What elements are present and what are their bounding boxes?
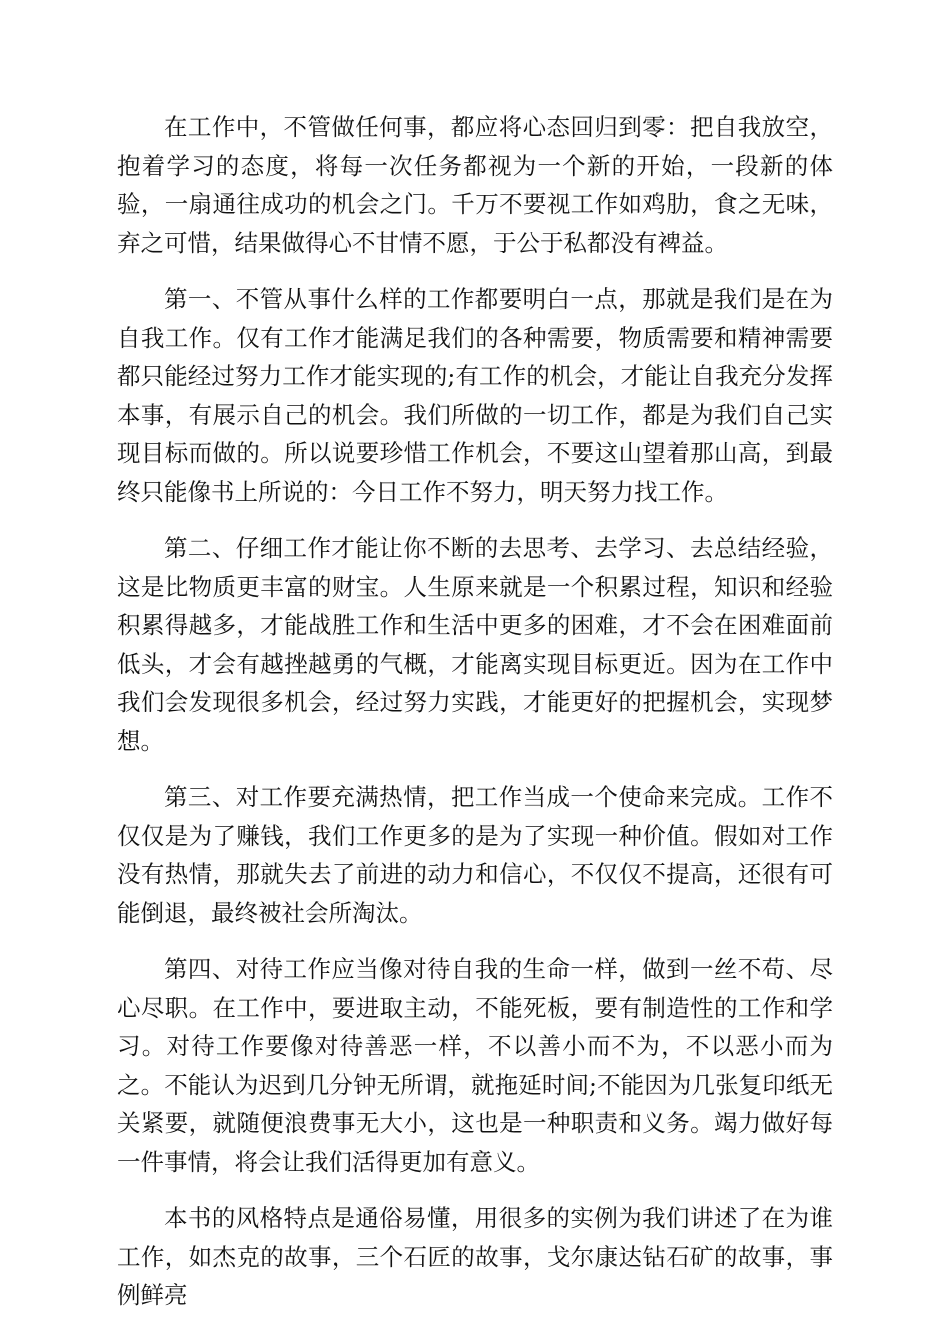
document-body — [117, 108, 833, 1333]
paragraph-fourth-point: 第四、对待工作应当像对待自我的生命一样，做到一丝不苟、尽心尽职。在工作中，要进取主动，不能死板，要有制造性的工作和学习。对待工作要像对待善恶一样，不以善小而不为，不以恶小而为之。不能认为迟到几分钟无所谓，就拖延时间;不能因为几张复印纸无关紧要，就随便浪费事无大小，这也是一种职责和义务。竭力做好每一件事情，将会让我们活得更加有意义。 — [117, 955, 833, 1176]
paragraph-first-point: 第一、不管从事什么样的工作都要明白一点，那就是我们是在为自我工作。仅有工作才能满足我们的各种需要，物质需要和精神需要都只能经过努力工作才能实现的;有工作的机会，才能让自我充分发挥本事，有展示自己的机会。我们所做的一切工作，都是为我们自己实现目标而做的。所以说要珍惜工作机会，不要这山望着那山高，到最终只能像书上所说的：今日工作不努力，明天努力找工作。 — [117, 285, 833, 506]
paragraph-third-point: 第三、对工作要充满热情，把工作当成一个使命来完成。工作不仅仅是为了赚钱，我们工作更多的是为了实现一种价值。假如对工作没有热情，那就失去了前进的动力和信心，不仅仅不提高，还很有可能倒退，最终被社会所淘汰。 — [117, 783, 833, 927]
paragraph-book-style: 本书的风格特点是通俗易懂，用很多的实例为我们讲述了在为谁工作，如杰克的故事，三个石匠的故事，戈尔康达钻石矿的故事，事例鲜亮 — [117, 1204, 833, 1309]
paragraph-second-point: 第二、仔细工作才能让你不断的去思考、去学习、去总结经验，这是比物质更丰富的财宝。人生原来就是一个积累过程，知识和经验积累得越多，才能战胜工作和生活中更多的困难，才不会在困难面前低头，才会有越挫越勇的气概，才能离实现目标更近。因为在工作中我们会发现很多机会，经过努力实践，才能更好的把握机会，实现梦想。 — [117, 534, 833, 755]
paragraph-intro: 在工作中，不管做任何事，都应将心态回归到零：把自我放空，抱着学习的态度，将每一次任务都视为一个新的开始，一段新的体验，一扇通往成功的机会之门。千万不要视工作如鸡肋，食之无味，弃之可惜，结果做得心不甘情不愿，于公于私都没有裨益。 — [117, 113, 833, 257]
